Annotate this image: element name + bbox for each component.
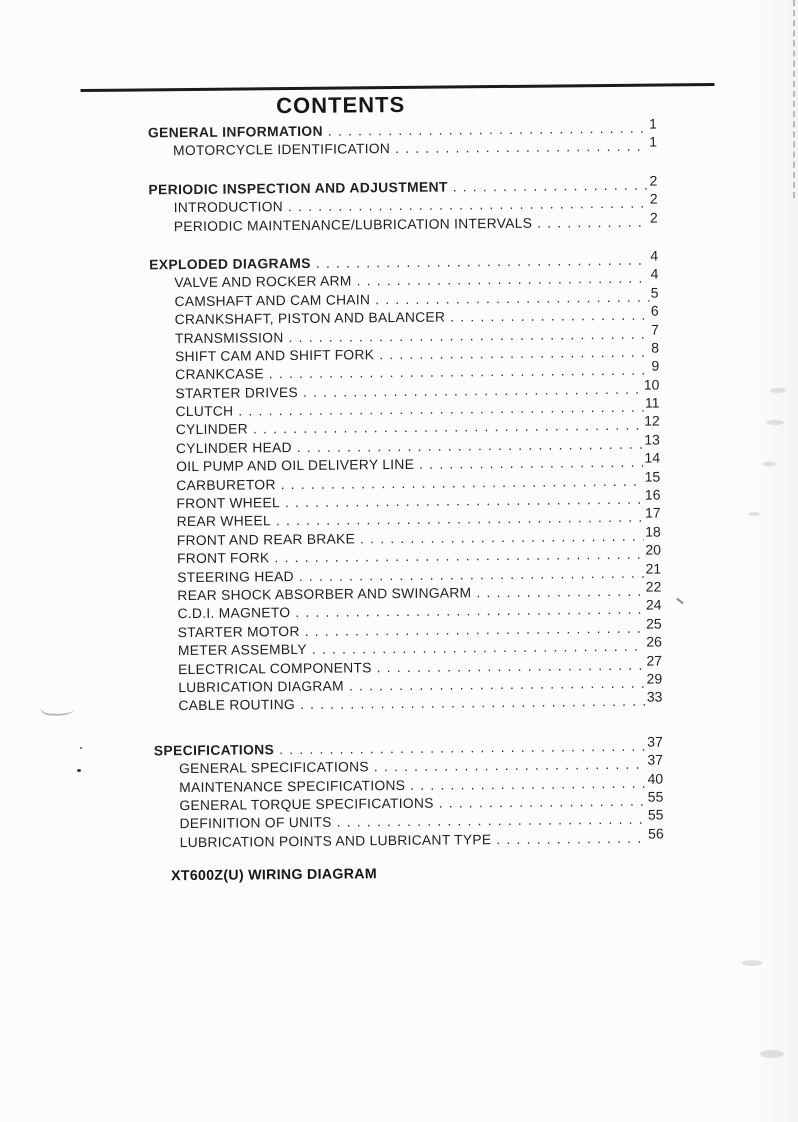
toc-entry-page: 9 [651, 357, 660, 374]
dot-leader [532, 214, 649, 230]
dot-leader [390, 139, 648, 156]
toc-entry-page: 4 [650, 265, 659, 282]
toc-entry-label: STEERING HEAD [177, 568, 294, 585]
toc-entry-label: GENERAL INFORMATION [147, 123, 323, 141]
toc-entry-page: 16 [644, 486, 661, 503]
toc-entry-page: 5 [650, 284, 659, 301]
toc-entry-page: 26 [646, 633, 662, 650]
toc-entry-label: OIL PUMP AND OIL DELIVERY LINE [176, 457, 415, 475]
toc-entry-label: CAMSHAFT AND CAM CHAIN [174, 292, 371, 309]
toc-entry-label: MAINTENANCE SPECIFICATIONS [179, 777, 406, 795]
dot-leader [332, 812, 647, 830]
toc-entry-label: GENERAL TORQUE SPECIFICATIONS [179, 795, 434, 814]
dot-leader [405, 775, 647, 792]
toc-entry-label: MOTORCYCLE IDENTIFICATION [173, 141, 391, 159]
dot-leader [445, 308, 650, 325]
toc-entry-label: CYLINDER HEAD [175, 439, 292, 457]
toc-entry-page: 20 [645, 541, 662, 558]
toc-entry-label: REAR WHEEL [176, 513, 271, 530]
toc-entry-label: CLUTCH [175, 403, 234, 420]
dot-leader [271, 510, 644, 529]
dot-leader [355, 528, 644, 546]
toc-entry-label: GENERAL SPECIFICATIONS [178, 759, 369, 777]
toc-entry-label: CARBURETOR [176, 476, 276, 493]
scan-artifact-smudge [766, 420, 784, 425]
toc-entry-label: ELECTRICAL COMPONENTS [178, 659, 372, 677]
dot-leader [290, 602, 645, 620]
dot-leader [233, 400, 644, 419]
toc-entry-page: 13 [644, 431, 660, 448]
dot-leader [300, 620, 646, 638]
toc-entry-page: 2 [649, 209, 658, 226]
toc-entry-label: CYLINDER [175, 421, 249, 438]
toc-entry-page: 14 [644, 449, 661, 466]
toc [147, 115, 664, 873]
toc-entry-label: PERIODIC MAINTENANCE/LUBRICATION INTERVALS [173, 215, 533, 234]
dot-leader [292, 437, 644, 455]
toc-entry-page: 55 [647, 806, 664, 823]
toc-entry-page: 6 [650, 302, 659, 319]
dot-leader [307, 639, 646, 657]
toc-entry-label: FRONT FORK [176, 550, 270, 567]
toc-entry-label: SHIFT CAM AND SHIFT FORK [175, 347, 375, 365]
toc-entry-page: 1 [649, 133, 658, 150]
dot-leader [352, 271, 650, 289]
page-title: CONTENTS [276, 91, 406, 119]
toc-entry-page: 8 [651, 339, 660, 356]
toc-entry-page: 56 [648, 825, 664, 842]
scan-artifact-smudge [770, 388, 786, 393]
toc-entry-label: INTRODUCTION [173, 199, 284, 216]
toc-entry-label: FRONT WHEEL [176, 495, 281, 512]
dot-leader [283, 196, 649, 215]
toc-entry-label: CABLE ROUTING [178, 697, 296, 714]
toc-entry-page: 22 [645, 578, 662, 595]
dot-leader [295, 694, 646, 712]
toc-section [147, 115, 658, 162]
dot-leader [434, 794, 647, 811]
toc-entry-page: 27 [646, 652, 663, 669]
toc-entry-page: 33 [646, 688, 663, 705]
toc-entry-page: 1 [649, 115, 657, 132]
scan-artifact-speck [77, 769, 81, 772]
toc-entry-label: CRANKCASE [175, 366, 264, 383]
dot-leader [311, 253, 650, 271]
dot-leader [414, 455, 644, 472]
toc-entry-label: PERIODIC INSPECTION AND ADJUSTMENT [148, 179, 448, 198]
dot-leader [269, 547, 644, 566]
toc-entry-page: 21 [645, 560, 662, 577]
dot-leader [323, 121, 648, 139]
dot-leader [294, 565, 645, 583]
toc-entry-label: DEFINITION OF UNITS [179, 814, 332, 832]
toc-entry [153, 688, 663, 716]
toc-entry-page: 4 [650, 247, 659, 264]
toc-section [149, 247, 663, 716]
toc-entry-page: 11 [644, 394, 660, 411]
toc-entry-page: 40 [647, 769, 664, 787]
dot-leader [448, 177, 649, 194]
dot-leader [370, 289, 650, 307]
toc-entry-label: STARTER DRIVES [175, 384, 299, 401]
toc-entry-page: 2 [649, 190, 658, 207]
toc-entry-page: 12 [644, 412, 660, 430]
toc-entry-page: 25 [646, 615, 662, 632]
toc-entry-page: 7 [650, 321, 659, 338]
toc-entry-label: STARTER MOTOR [177, 623, 300, 640]
toc-entry-page: 29 [646, 670, 663, 687]
toc-entry-page: 18 [645, 523, 661, 540]
toc-entry-label: METER ASSEMBLY [177, 642, 307, 659]
toc-entry-label: LUBRICATION POINTS AND LUBRICANT TYPE [179, 831, 492, 850]
dot-leader [248, 418, 643, 437]
dot-leader [283, 326, 650, 345]
scan-artifact-smudge [748, 512, 760, 516]
dot-leader [374, 344, 650, 362]
toc-entry-label: SPECIFICATIONS [153, 741, 275, 759]
toc-entry-label: C.D.I. MAGNETO [177, 605, 291, 622]
dot-leader [298, 381, 643, 399]
toc-entry-page: 15 [644, 468, 661, 485]
dot-leader [369, 757, 647, 775]
toc-entry-label: FRONT AND REAR BRAKE [176, 531, 356, 548]
toc-section [148, 172, 658, 236]
toc-entry-label: LUBRICATION DIAGRAM [178, 678, 345, 696]
scan-artifact-speck [80, 747, 82, 749]
toc-entry [155, 825, 664, 852]
toc-entry-page: 37 [647, 733, 663, 750]
toc-entry-page: 17 [644, 504, 661, 522]
toc-entry-page: 2 [649, 172, 658, 189]
dot-leader [372, 657, 646, 675]
dot-leader [276, 473, 644, 492]
scan-artifact-smudge [760, 1050, 784, 1058]
toc-entry-page: 37 [647, 751, 664, 768]
toc-entry [148, 133, 658, 161]
scan-artifact-smudge [762, 462, 776, 466]
dot-leader [280, 492, 644, 510]
dot-leader [274, 738, 646, 757]
dot-leader [344, 676, 646, 694]
toc-entry-label: TRANSMISSION [174, 329, 284, 346]
toc-entry-page: 24 [645, 596, 662, 614]
toc-entry-label: REAR SHOCK ABSORBER AND SWINGARM [177, 585, 472, 604]
dot-leader [264, 363, 651, 382]
dot-leader [471, 584, 645, 601]
toc-section [153, 733, 664, 852]
toc-entry-page: 55 [647, 788, 664, 805]
toc-entry-label: CRANKSHAFT, PISTON AND BALANCER [174, 309, 446, 328]
toc-entry-page: 10 [643, 376, 660, 393]
toc-entry-label: EXPLODED DIAGRAMS [149, 255, 311, 273]
toc-entry [149, 209, 658, 236]
wiring-diagram-heading: XT600Z(U) WIRING DIAGRAM [171, 866, 377, 885]
dot-leader [491, 830, 647, 846]
toc-entry-label: VALVE AND ROCKER ARM [174, 273, 352, 291]
scan-artifact-smudge [742, 960, 762, 966]
scan-artifact-dashed-edge [793, 0, 795, 198]
